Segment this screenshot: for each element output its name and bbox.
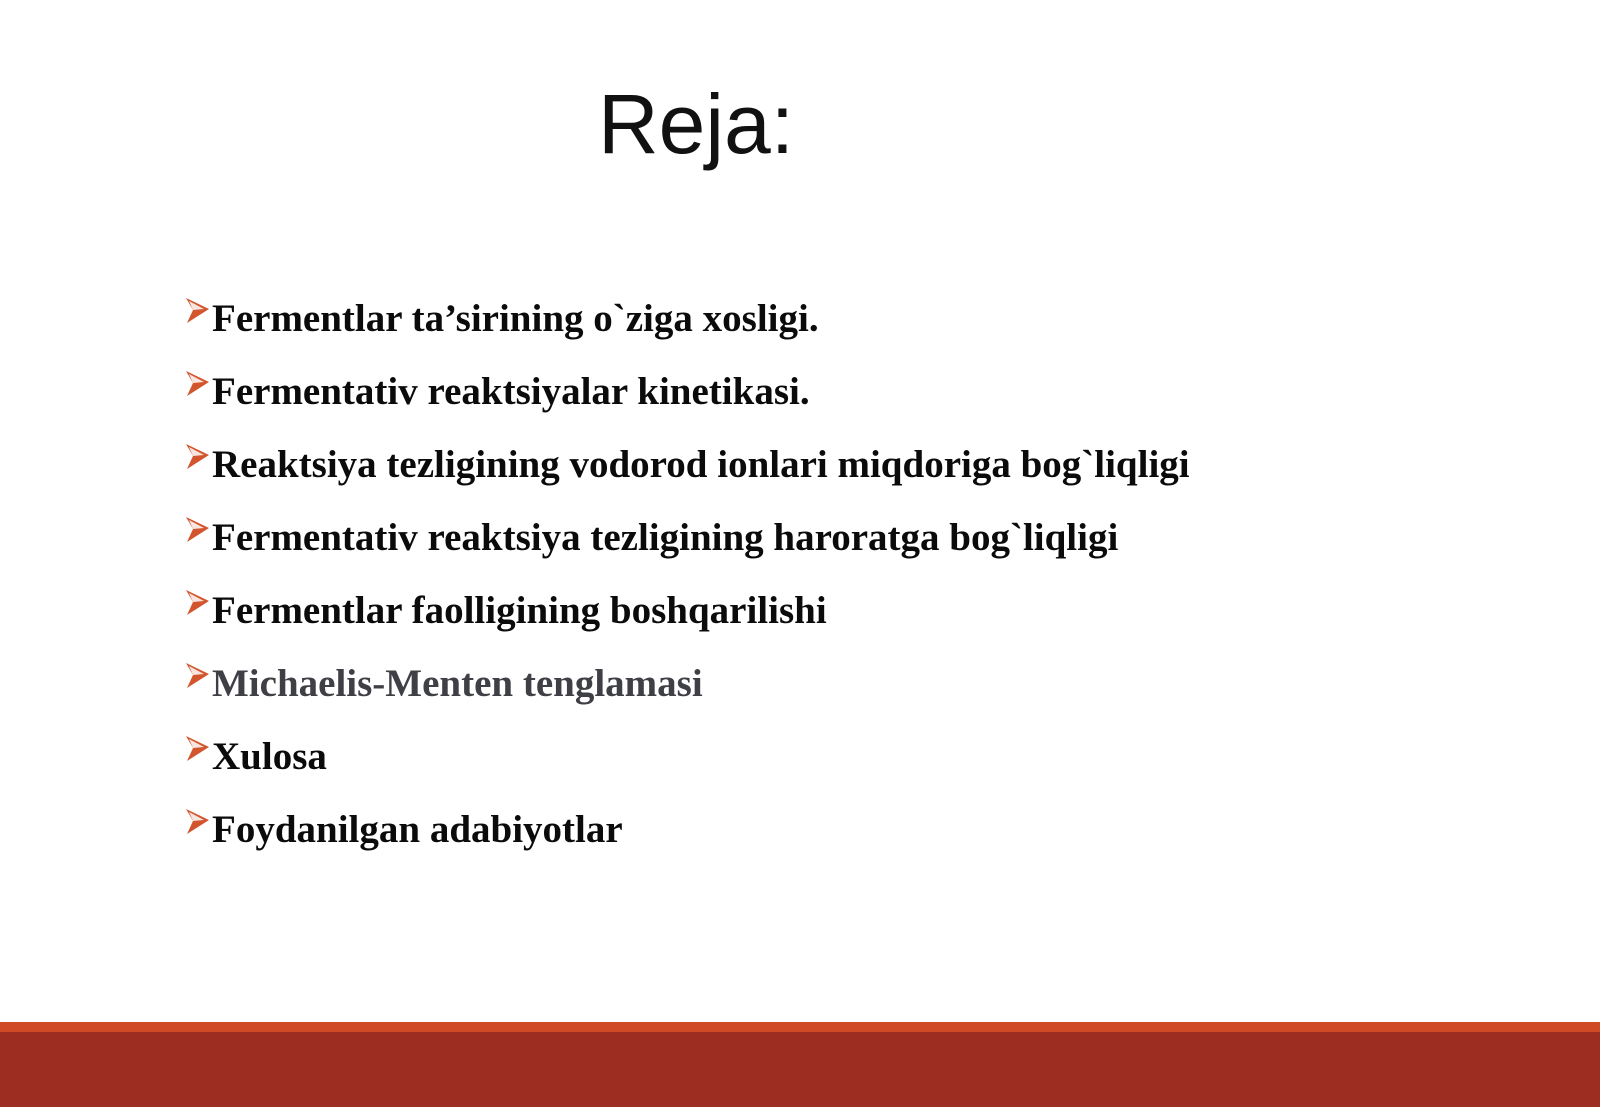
- list-item-text: Fermentativ reaktsiyalar kinetikasi.: [212, 370, 810, 413]
- list-item: [184, 428, 1190, 501]
- arrowhead-bullet-icon: [184, 588, 211, 618]
- list-item-text: Fermentativ reaktsiya tezligining haroratga bog`liqligi: [212, 516, 1119, 559]
- footer-band: [0, 1032, 1600, 1107]
- arrowhead-bullet-icon: [184, 369, 211, 399]
- list-item-text: Foydanilgan adabiyotlar: [212, 808, 623, 851]
- arrowhead-bullet-icon: [184, 296, 211, 326]
- slide-title: Reja:: [597, 77, 795, 171]
- list-item-text: Reaktsiya tezligining vodorod ionlari miqdoriga bog`liqligi: [212, 443, 1190, 486]
- list-item-text: Fermentlar ta’sirining o`ziga xosligi.: [212, 297, 819, 340]
- list-item: [184, 355, 1190, 428]
- list-item: [184, 574, 1190, 647]
- plan-list: [184, 282, 1190, 866]
- list-item: [184, 282, 1190, 355]
- list-item: [184, 501, 1190, 574]
- arrowhead-bullet-icon: [184, 734, 211, 764]
- list-item: [184, 793, 1190, 866]
- list-item-text: Fermentlar faolligining boshqarilishi: [212, 589, 827, 632]
- arrowhead-bullet-icon: [184, 442, 211, 472]
- footer-accent-line: [0, 1022, 1600, 1032]
- list-item: [184, 647, 1190, 720]
- list-item-text: Xulosa: [212, 735, 327, 778]
- arrowhead-bullet-icon: [184, 661, 211, 691]
- list-item: [184, 720, 1190, 793]
- arrowhead-bullet-icon: [184, 515, 211, 545]
- list-item-text: Michaelis-Menten tenglamasi: [212, 662, 703, 705]
- arrowhead-bullet-icon: [184, 807, 211, 837]
